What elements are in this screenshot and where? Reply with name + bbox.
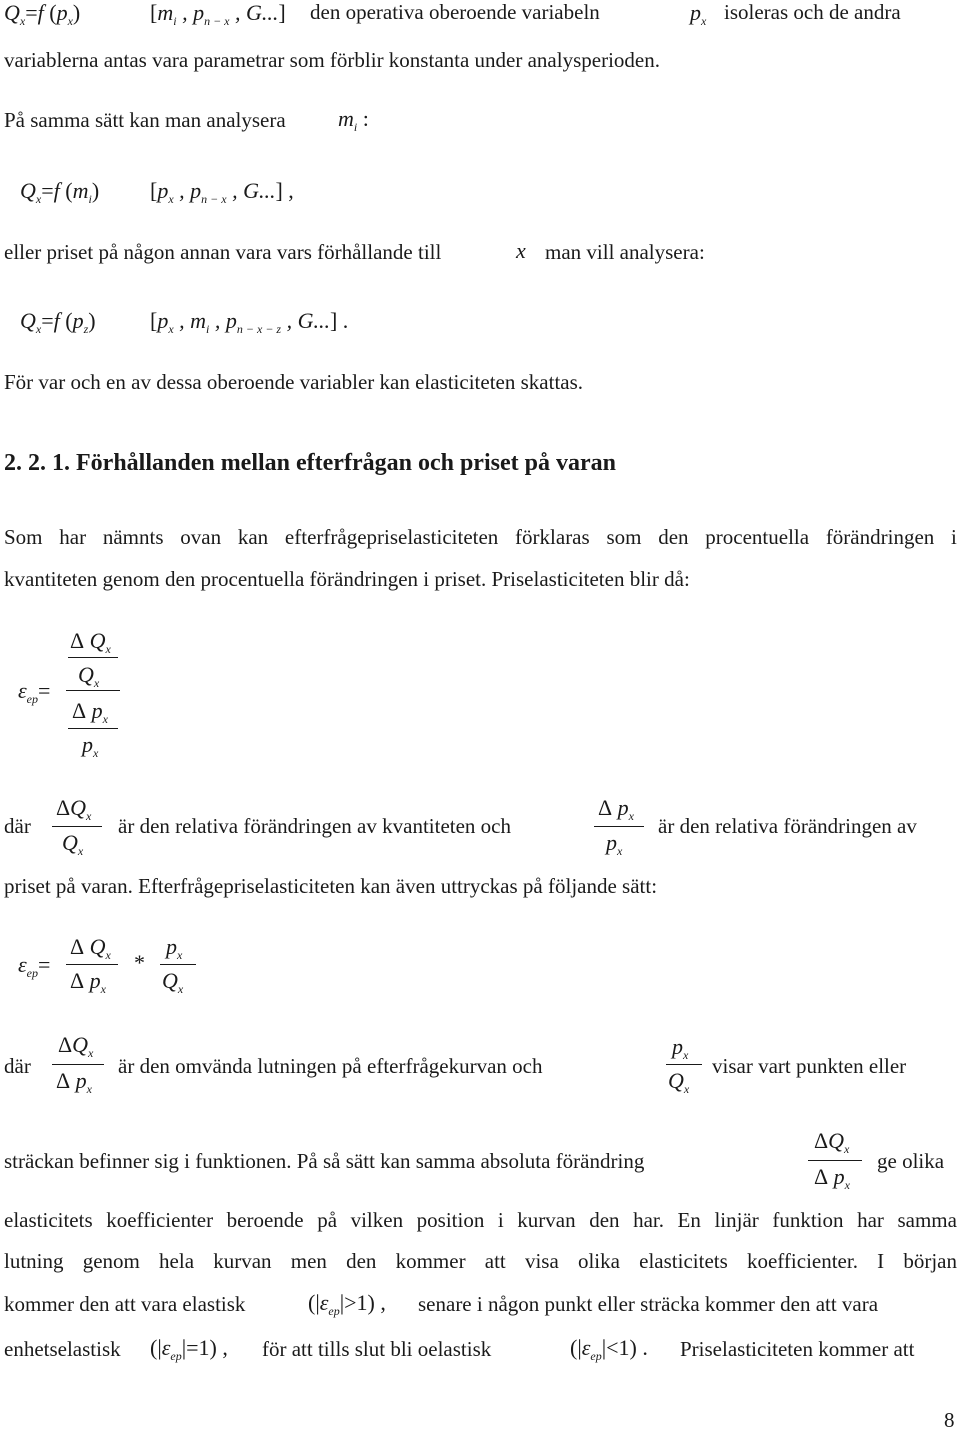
elastic-condition: $(|\varepsilon_{ep}|>1)$ ,	[308, 1290, 386, 1318]
word: på	[317, 1208, 338, 1232]
line2-text: variablerna antas vara parametrar som förblir konstanta under analysperioden.	[4, 48, 660, 72]
word: funktion	[772, 1208, 844, 1232]
word: kan	[237, 525, 269, 549]
epsilon-ep-2: $\varepsilon_{ep}=$	[18, 952, 51, 980]
word: koefficienter.	[746, 1249, 858, 1273]
word: genom	[82, 1249, 140, 1273]
word: den	[346, 1249, 377, 1273]
word: kurvan	[517, 1208, 576, 1232]
dar2-frac1-num: $\Delta Q_x$	[58, 1032, 94, 1060]
word: Som	[4, 525, 43, 549]
word: förändringen	[825, 525, 935, 549]
word: En	[677, 1208, 701, 1232]
word: förklaras	[515, 525, 590, 549]
word: position	[416, 1208, 485, 1232]
line5-tail: man vill analysera:	[545, 240, 705, 264]
symbol-px: $p_x$	[690, 0, 707, 28]
delta-px: Δ $p_x$	[72, 698, 108, 726]
parameter-list-1: [$m_i$ , $p_{n - x}$ , G...]	[150, 0, 286, 28]
frac-dq-q-num: $\Delta Q_x$	[56, 795, 92, 823]
word: elasticitets	[4, 1208, 93, 1232]
delta-qx-top: Δ $Q_x$	[70, 628, 111, 656]
multiply-asterisk: *	[134, 950, 145, 975]
dar2-frac2-bar	[666, 1064, 702, 1065]
f2-den-qx: $Q_x$	[162, 968, 184, 996]
dar2-tail: visar vart punkten eller	[712, 1054, 907, 1078]
inelastic-condition: $(|\varepsilon_{ep}|<1)$ .	[570, 1335, 648, 1363]
word: olika	[577, 1249, 620, 1273]
dar2-frac1-den: Δ $p_x$	[56, 1068, 92, 1096]
word: början	[903, 1249, 957, 1273]
fraction-bar-main	[66, 690, 120, 691]
f2-num-px: $p_x$	[166, 934, 183, 962]
word: vilken	[350, 1208, 404, 1232]
dar2-frac2-den: $Q_x$	[668, 1068, 690, 1096]
f2-bar-1	[66, 964, 118, 965]
para3-line5-b: för att tills slut bli oelastisk	[262, 1337, 492, 1361]
para3-line5-a: enhetselastisk	[4, 1337, 121, 1361]
f2-den-dp: Δ $p_x$	[70, 968, 106, 996]
para3-frac-bar	[808, 1160, 862, 1161]
line3-text: På samma sätt kan man analysera	[4, 108, 286, 132]
formula-qx-f-px: $Q_x=f$ $(p_x)$	[4, 0, 81, 28]
word: i	[497, 1208, 504, 1232]
word: koefficienter	[106, 1208, 214, 1232]
para3-line4-a: kommer den att vara elastisk	[4, 1292, 246, 1316]
para3-frac-den: Δ $p_x$	[814, 1164, 850, 1192]
word: samma	[897, 1208, 957, 1232]
line7-text: För var och en av dessa oberoende variabler kan elasticiteten skattas.	[4, 370, 584, 394]
word: elasticitets	[639, 1249, 728, 1273]
word: procentuella	[705, 525, 810, 549]
word: nämnts	[102, 525, 164, 549]
dar2-frac1-bar	[52, 1064, 104, 1065]
page-number: 8	[944, 1408, 955, 1432]
para3-line1: sträckan befinner sig i funktionen. På så sätt kan samma absoluta förändring	[4, 1149, 645, 1173]
para3-line4-b: senare i någon punkt eller sträcka kommer den att vara	[418, 1292, 879, 1316]
word: den	[658, 525, 689, 549]
fraction-bar-inner-2	[68, 728, 118, 729]
word: hela	[159, 1249, 195, 1273]
frac-dp-p-den: $p_x$	[606, 830, 623, 858]
px-den-1: $p_x$	[82, 732, 99, 760]
qx-den-1: $Q_x$	[78, 662, 100, 690]
word: har	[857, 1208, 884, 1232]
frac-dq-q-den: $Q_x$	[62, 830, 84, 858]
dar2-frac2-num: $p_x$	[672, 1034, 689, 1062]
para3-line1-tail: ge olika	[877, 1149, 945, 1173]
dar1-word: där	[4, 814, 31, 838]
word: kurvan	[213, 1249, 272, 1273]
word: har	[59, 525, 87, 549]
epsilon-ep-1: $\varepsilon_{ep}=$	[18, 678, 51, 706]
word: efterfrågepriselasticiteten	[284, 525, 499, 549]
dar1-tail: är den relativa förändringen av	[658, 814, 917, 838]
unit-elastic-condition: $(|\varepsilon_{ep}|=1)$ ,	[150, 1335, 228, 1363]
word: har.	[633, 1208, 664, 1232]
frac-dp-p-bar	[594, 826, 644, 827]
para2: priset på varan. Efterfrågepriselasticiteten kan även uttryckas på följande sätt:	[4, 874, 658, 898]
word: den	[589, 1208, 620, 1232]
para3-line2	[4, 1208, 957, 1233]
para3-line5-c: Priselasticiteten kommer att	[680, 1337, 915, 1361]
word: att	[484, 1249, 506, 1273]
parameter-list-2: [$p_x$ , $p_{n - x}$ , G...] ,	[150, 178, 294, 206]
word: beroende	[226, 1208, 304, 1232]
line1-text: den operativa oberoende variabeln	[310, 0, 600, 24]
dar2-word: där	[4, 1054, 31, 1078]
para3-line3	[4, 1249, 957, 1274]
dar2-mid: är den omvända lutningen på efterfrågekurvan och	[118, 1054, 543, 1078]
dar1-mid: är den relativa förändringen av kvantiteten och	[118, 814, 511, 838]
section-heading: 2. 2. 1. Förhållanden mellan efterfrågan och priset på varan	[4, 450, 616, 476]
word: I	[877, 1249, 885, 1273]
line5-text: eller priset på någon annan vara vars förhållande till	[4, 240, 442, 264]
word: kommer	[395, 1249, 466, 1273]
frac-dp-p-num: Δ $p_x$	[598, 795, 634, 823]
word: ovan	[180, 525, 222, 549]
word: som	[606, 525, 642, 549]
parameter-list-3: [$p_x$ , $m_i$ , $p_{n - x - z}$ , G...] .	[150, 308, 349, 336]
para1-line1	[4, 525, 957, 550]
word: linjär	[714, 1208, 759, 1232]
line1-tail: isoleras och de andra	[724, 0, 901, 24]
frac-dq-q-bar	[52, 826, 102, 827]
symbol-mi: $m_i$ :	[338, 106, 369, 134]
formula-qx-f-mi: $Q_x=f$ $(m_i)$	[20, 178, 100, 206]
word: men	[290, 1249, 327, 1273]
word: i	[951, 525, 957, 549]
word: lutning	[4, 1249, 64, 1273]
f2-bar-2	[160, 964, 196, 965]
fraction-bar-inner-1	[68, 657, 118, 658]
formula-qx-f-pz: $Q_x=f$ $(p_z)$	[20, 308, 96, 336]
word: visa	[524, 1249, 559, 1273]
symbol-x: x	[516, 238, 526, 263]
para1-line2: kvantiteten genom den procentuella förändringen i priset. Priselasticiteten blir då:	[4, 567, 690, 591]
para3-frac-num: $\Delta Q_x$	[814, 1128, 850, 1156]
f2-num-dq: Δ $Q_x$	[70, 934, 111, 962]
